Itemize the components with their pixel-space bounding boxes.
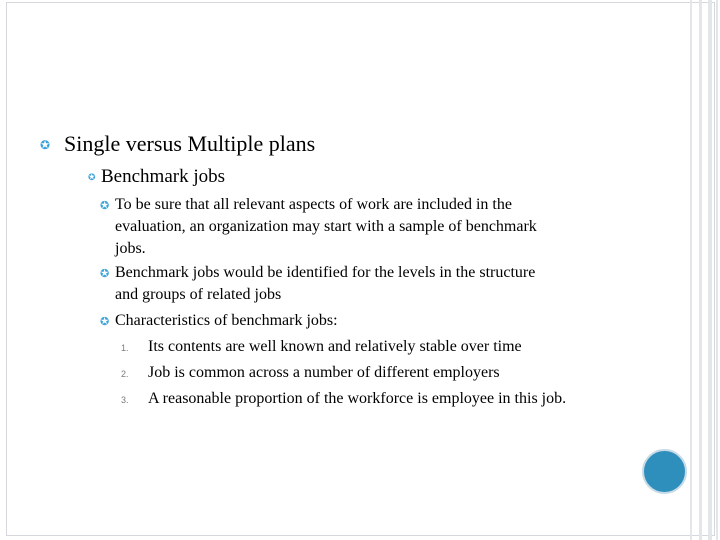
list-item-text: Job is common across a number of different employers bbox=[148, 364, 500, 381]
decorative-rail bbox=[699, 0, 702, 540]
decorative-rail bbox=[708, 0, 712, 540]
gear-bullet-icon: ✪ bbox=[100, 200, 110, 212]
gear-bullet-icon: ✪ bbox=[100, 268, 110, 280]
bullet-continuation: and groups of related jobs bbox=[115, 286, 282, 303]
list-number: 1. bbox=[121, 343, 129, 353]
bullet-text: To be sure that all relevant aspects of work are included in the bbox=[115, 196, 512, 213]
list-number: 3. bbox=[121, 395, 129, 405]
bullet-text: Benchmark jobs would be identified for the levels in the structure bbox=[115, 264, 536, 281]
bullet-continuation: jobs. bbox=[115, 240, 146, 257]
gear-bullet-icon: ✪ bbox=[100, 316, 110, 328]
slide-heading: Single versus Multiple plans bbox=[64, 131, 316, 156]
list-item-text: A reasonable proportion of the workforce is employee in this job. bbox=[148, 390, 567, 407]
decorative-rail bbox=[716, 0, 718, 540]
bullet-continuation: evaluation, an organization may start with a sample of benchmark bbox=[115, 218, 537, 235]
list-number: 2. bbox=[121, 369, 129, 379]
decorative-rail bbox=[690, 0, 692, 540]
bullet-text: Characteristics of benchmark jobs: bbox=[115, 312, 338, 329]
decorative-circle bbox=[642, 449, 687, 494]
list-item-text: Its contents are well known and relatively stable over time bbox=[148, 338, 522, 355]
gear-bullet-icon: ✪ bbox=[88, 172, 96, 182]
slide-subheading: Benchmark jobs bbox=[101, 166, 226, 187]
gear-bullet-icon: ✪ bbox=[40, 138, 51, 152]
